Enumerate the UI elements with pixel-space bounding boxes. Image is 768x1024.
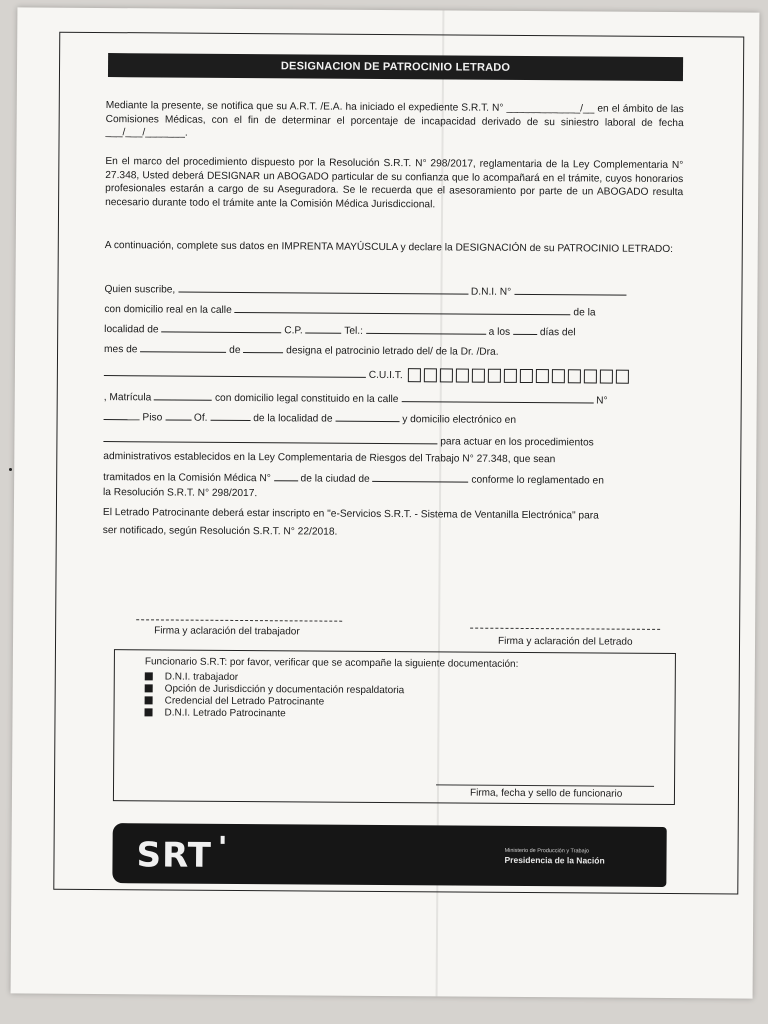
- label-numero: N°: [596, 395, 608, 407]
- field-legal-locality[interactable]: [335, 411, 399, 422]
- officer-signature-line: [436, 784, 654, 787]
- instructions-paragraph: A continuación, complete sus datos en IMPRENTA MAYÚSCULA y declare la DESIGNACIÓN de su PATROCINIO LETRADO:: [104, 240, 674, 256]
- label-mes-de: mes de: [104, 344, 138, 356]
- form-row-resolution: [103, 487, 681, 505]
- label-domicilio: con domicilio real en la calle: [104, 304, 232, 316]
- cuit-boxes[interactable]: [407, 368, 628, 384]
- label-conforme: conforme lo reglamentado en: [471, 474, 604, 487]
- bullet-square-icon: [145, 696, 153, 704]
- label-of: Of.: [193, 412, 208, 424]
- field-cp[interactable]: [306, 322, 342, 333]
- srt-logo: SRT: [136, 835, 213, 876]
- form-row-commission: [103, 469, 681, 487]
- label-cp: C.P.: [284, 325, 303, 337]
- label-dni: D.N.I. N°: [470, 286, 512, 298]
- field-office[interactable]: [210, 410, 250, 421]
- field-day[interactable]: [513, 324, 537, 335]
- label-electronico: y domicilio electrónico en: [402, 414, 517, 426]
- label-quien: Quien suscribe,: [104, 284, 176, 296]
- form-row-locality: [104, 321, 682, 339]
- form-row-law: [103, 451, 681, 469]
- label-de-la-localidad: de la localidad de: [253, 413, 333, 425]
- field-number[interactable]: [104, 409, 140, 420]
- form-row-matricula: [104, 389, 682, 407]
- officer-signature-label: Firma, fecha y sello de funcionario: [469, 787, 623, 800]
- label-para-actuar: para actuar en los procedimientos: [440, 436, 594, 449]
- field-month[interactable]: [140, 341, 226, 353]
- label-law: administrativos establecidos en la Ley Complementaria de Riesgos del Trabajo N° 27.348, que sean: [103, 451, 556, 466]
- label-piso: Piso: [142, 412, 163, 424]
- form-title: DESIGNACION DE PATROCINIO LETRADO: [108, 53, 683, 81]
- label-de: de: [229, 344, 241, 356]
- form-frame: [53, 32, 744, 895]
- form-row-notification: [103, 525, 681, 543]
- form-row-email: [103, 431, 681, 449]
- list-item: D.N.I. Letrado Patrocinante: [144, 706, 404, 720]
- label-domicilio-legal: con domicilio legal constituido en la calle: [214, 392, 399, 406]
- worker-signature-line: [136, 619, 342, 621]
- form-row-month: [104, 341, 682, 359]
- field-street[interactable]: [235, 302, 571, 315]
- document-list: [144, 670, 404, 720]
- field-commission[interactable]: [274, 470, 298, 481]
- label-de-la: de la: [573, 307, 596, 319]
- form-row-name: [104, 281, 682, 299]
- lawyer-signature-line: [470, 628, 660, 630]
- bullet-square-icon: [145, 684, 153, 692]
- lawyer-signature-label: Firma y aclaración del Letrado: [497, 635, 633, 648]
- srt-footer-banner: [112, 823, 666, 887]
- field-tel[interactable]: [366, 323, 486, 335]
- worker-signature-label: Firma y aclaración del trabajador: [154, 625, 300, 638]
- label-notification: ser notificado, según Resolución S.R.T. N° 22/2018.: [102, 525, 338, 538]
- field-name[interactable]: [178, 282, 468, 295]
- list-item: D.N.I. trabajador: [145, 670, 405, 684]
- label-tel: Tel.:: [344, 325, 363, 337]
- presidency-label: Presidencia de la Nación: [504, 854, 605, 866]
- officer-checklist-box: [113, 649, 676, 805]
- bullet-square-icon: [145, 672, 153, 680]
- ministry-label: Ministerio de Producción y Trabajo: [504, 847, 589, 855]
- procedure-paragraph: En el marco del procedimiento dispuesto por la Resolución S.R.T. N° 298/2017, reglamentaria de la Ley Complementaria N° 27.348, Usted deberá DESIGNAR un ABOGADO particular de su confianza que lo acompañará en el trámite, cuyos honorarios profesionales estarán a cargo de su Aseguradora. Se le recuerda que el asesoramiento por parte de un ABOGADO resulta necesario durante todo el trámite ante la Comisión Médica Jurisdiccional.: [105, 156, 684, 211]
- document-page: [11, 7, 760, 998]
- label-localidad: localidad de: [104, 324, 159, 336]
- designation-form: [102, 281, 683, 538]
- form-row-piso: [104, 409, 682, 427]
- form-row-letrado-note: [103, 507, 681, 525]
- form-row-address: [104, 301, 682, 319]
- field-locality[interactable]: [161, 321, 281, 333]
- intro-paragraph: Mediante la presente, se notifica que su A.R.T. /E.A. ha iniciado el expediente S.R.T. N° _____________/__ en el ámbito de las Comisiones Médicas, con el fin de determinar el porcentaje de incapacidad derivado de su siniestro laboral de fecha ___/___/_______.: [105, 100, 684, 139]
- label-letrado-note: El Letrado Patrocinante deberá estar inscripto en "e-Servicios S.R.T. - Sistema de Ventanilla Electrónica" para: [102, 507, 599, 522]
- field-city[interactable]: [373, 471, 469, 483]
- label-commission: tramitados en la Comisión Médica N°: [103, 472, 271, 485]
- srt-logo-mark-icon: [221, 836, 225, 844]
- form-row-cuit: [104, 365, 682, 383]
- bullet-square-icon: [145, 708, 153, 716]
- field-year[interactable]: [243, 342, 283, 353]
- label-city: de la ciudad de: [300, 473, 370, 485]
- stray-mark: [9, 468, 12, 471]
- field-legal-street[interactable]: [401, 391, 593, 403]
- label-designa: designa el patrocinio letrado del/ de la Dr. /Dra.: [286, 345, 499, 358]
- label-resolution: la Resolución S.R.T. N° 298/2017.: [103, 487, 258, 500]
- label-a-los: a los: [488, 326, 511, 338]
- officer-heading: Funcionario S.R.T: por favor, verificar que se acompañe la siguiente documentación:: [144, 656, 519, 670]
- field-lawyer-name[interactable]: [104, 365, 366, 378]
- label-matricula: , Matrícula: [103, 392, 152, 404]
- field-dni[interactable]: [514, 284, 626, 296]
- list-item: Opción de Jurisdicción y documentación respaldatoria: [145, 682, 405, 696]
- list-item: Credencial del Letrado Patrocinante: [145, 694, 405, 708]
- label-dias-del: días del: [539, 327, 576, 339]
- field-matricula[interactable]: [154, 389, 212, 400]
- field-piso[interactable]: [165, 409, 191, 420]
- label-cuit: C.U.I.T.: [368, 369, 403, 382]
- field-email[interactable]: [103, 431, 437, 444]
